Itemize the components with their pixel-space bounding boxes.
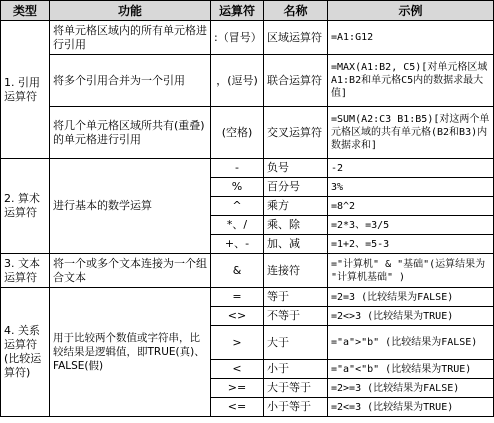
operator-cell: >: [211, 326, 264, 360]
example-cell: =2<>3 (比较结果为TRUE): [328, 307, 494, 326]
type-cell: 1. 引用运算符: [1, 21, 50, 159]
example-cell: =2>=3 (比较结果为FALSE): [328, 379, 494, 398]
example-cell: =2<=3 (比较结果为TRUE): [328, 398, 494, 417]
name-cell: 小于: [264, 360, 328, 379]
header-type: 类型: [1, 1, 50, 21]
name-cell: 小于等于: [264, 398, 328, 417]
function-cell: 进行基本的数学运算: [50, 159, 211, 254]
operator-cell: -: [211, 159, 264, 178]
function-cell: 将多个引用合并为一个引用: [50, 55, 211, 107]
function-cell: 将单元格区域内的所有单元格进行引用: [50, 21, 211, 55]
example-cell: =A1:G12: [328, 21, 494, 55]
header-example: 示例: [328, 1, 494, 21]
operator-cell: &: [211, 254, 264, 288]
name-cell: 加、减: [264, 235, 328, 254]
operator-cell: %: [211, 178, 264, 197]
operator-cell: *、/: [211, 216, 264, 235]
name-cell: 负号: [264, 159, 328, 178]
operator-cell: <>: [211, 307, 264, 326]
operator-cell: (空格): [211, 107, 264, 159]
name-cell: 区域运算符: [264, 21, 328, 55]
example-cell: ="a"<"b" (比较结果为TRUE): [328, 360, 494, 379]
table-row: [1, 254, 494, 288]
type-cell: 4. 关系运算符(比较运算符): [1, 288, 50, 417]
header-operator: 运算符: [211, 1, 264, 21]
header-function: 功能: [50, 1, 211, 21]
operator-cell: <: [211, 360, 264, 379]
example-cell: ="计算机" & "基础"(运算结果为 "计算机基础" ): [328, 254, 494, 288]
name-cell: 交叉运算符: [264, 107, 328, 159]
example-cell: ="a">"b" (比较结果为FALSE): [328, 326, 494, 360]
operator-cell: ^: [211, 197, 264, 216]
header-name: 名称: [264, 1, 328, 21]
header-row: [1, 1, 494, 21]
operator-cell: >=: [211, 379, 264, 398]
example-cell: =2=3 (比较结果为FALSE): [328, 288, 494, 307]
table-row: [1, 107, 494, 159]
name-cell: 连接符: [264, 254, 328, 288]
table-row: [1, 21, 494, 55]
name-cell: 大于: [264, 326, 328, 360]
operator-cell: ，(逗号): [211, 55, 264, 107]
example-cell: 3%: [328, 178, 494, 197]
name-cell: 联合运算符: [264, 55, 328, 107]
operator-cell: +、-: [211, 235, 264, 254]
type-cell: 2. 算术运算符: [1, 159, 50, 254]
operator-cell: <=: [211, 398, 264, 417]
example-cell: =2*3、=3/5: [328, 216, 494, 235]
example-cell: -2: [328, 159, 494, 178]
example-cell: =SUM(A2:C3 B1:B5)[对这两个单元格区域的共有单元格(B2和B3)内数据求和]: [328, 107, 494, 159]
table-row: [1, 288, 494, 307]
function-cell: 用于比较两个数值或字符串，比较结果是逻辑值，即TRUE(真)、FALSE(假): [50, 288, 211, 417]
name-cell: 等于: [264, 288, 328, 307]
table-row: [1, 55, 494, 107]
table-row: [1, 159, 494, 178]
name-cell: 乘方: [264, 197, 328, 216]
example-cell: =8^2: [328, 197, 494, 216]
function-cell: 将几个单元格区域所共有(重叠)的单元格进行引用: [50, 107, 211, 159]
name-cell: 乘、除: [264, 216, 328, 235]
operator-cell: :（冒号）: [211, 21, 264, 55]
name-cell: 不等于: [264, 307, 328, 326]
example-cell: =1+2、=5-3: [328, 235, 494, 254]
name-cell: 百分号: [264, 178, 328, 197]
function-cell: 将一个或多个文本连接为一个组合文本: [50, 254, 211, 288]
operator-cell: =: [211, 288, 264, 307]
type-cell: 3. 文本运算符: [1, 254, 50, 288]
example-cell: =MAX(A1:B2, C5)[对单元格区域A1:B2和单元格C5内的数据求最大值]: [328, 55, 494, 107]
name-cell: 大于等于: [264, 379, 328, 398]
